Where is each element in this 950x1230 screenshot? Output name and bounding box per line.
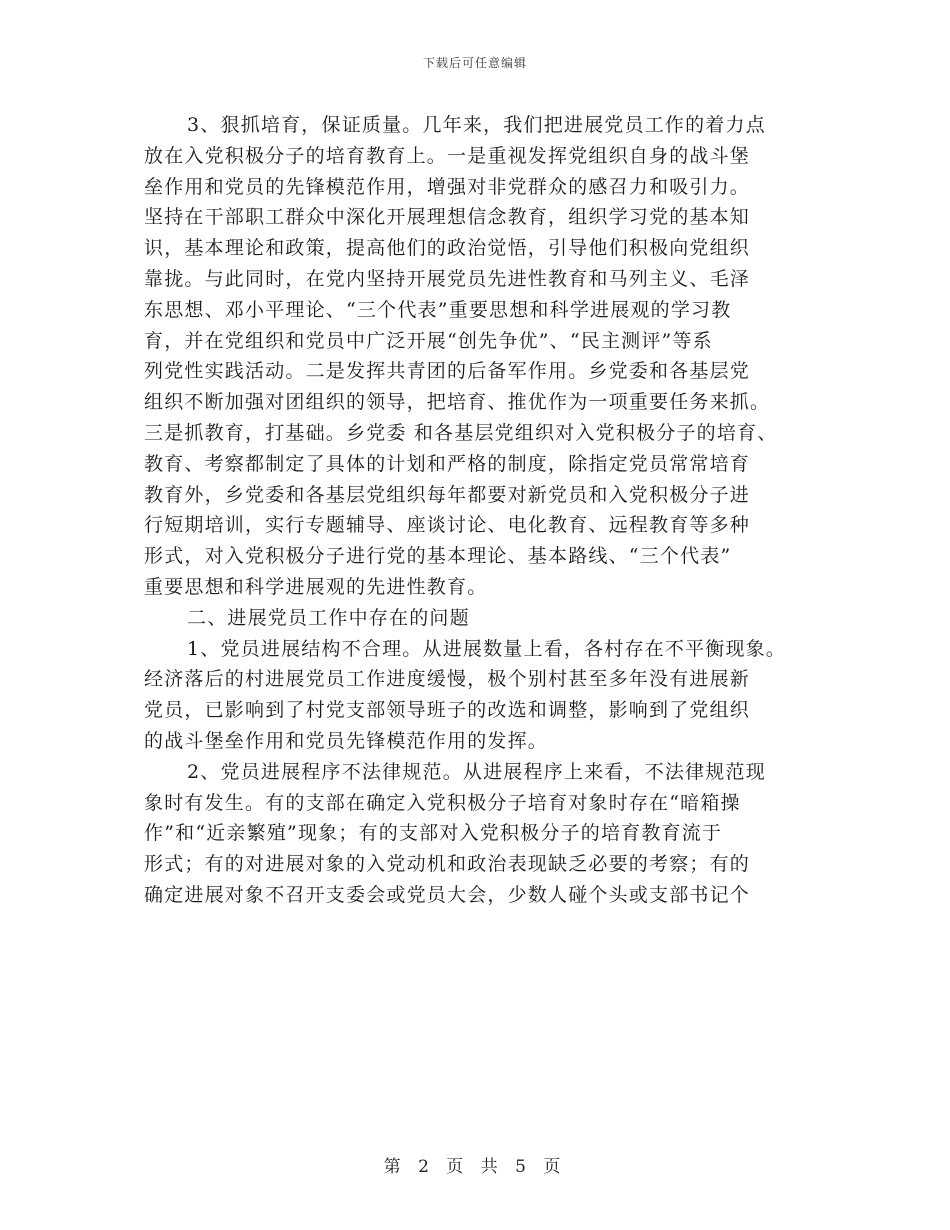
text-line: 靠拢。与此同时，在党内坚持开展党员先进性教育和马列主义、毛泽: [144, 267, 751, 290]
text-line: 1、党员进展结构不合理。从进展数量上看，各村存在不平衡现象。: [187, 637, 787, 660]
text-line: 育，并在党组织和党员中广泛开展“创先争优”、“民主测评”等系: [144, 329, 713, 352]
text-line: 2、党员进展程序不法律规范。从进展程序上来看，不法律规范现: [187, 760, 766, 783]
text-line: 组织不断加强对团组织的领导，把培育、推优作为一项重要任务来抓。: [144, 391, 771, 414]
text-line: 东思想、邓小平理论、“三个代表”重要思想和科学进展观的学习教: [144, 298, 732, 321]
text-line: 3、狠抓培育，保证质量。几年来，我们把进展党员工作的着力点: [187, 114, 766, 136]
text-line: 确定进展对象不召开支委会或党员大会，少数人碰个头或支部书记个: [144, 883, 751, 906]
text-line: 行短期培训，实行专题辅导、座谈讨论、电化教育、远程教育等多种: [144, 514, 751, 537]
text-line: 教育、考察都制定了具体的计划和严格的制度，除指定党员常常培育: [144, 452, 751, 475]
text-line: 识，基本理论和政策，提高他们的政治觉悟，引导他们积极向党组织: [144, 237, 751, 260]
document-body: [144, 110, 864, 911]
text-line: 的战斗堡垒作用和党员先锋模范作用的发挥。: [144, 729, 549, 752]
page-header: 下载后可任意编辑: [422, 56, 527, 70]
text-line: 作”和“近亲繁殖”现象；有的支部对入党积极分子的培育教育流于: [144, 822, 723, 845]
page-footer: 第 2 页 共 5 页: [383, 1157, 567, 1177]
text-line: 垒作用和党员的先锋模范作用，增强对非党群众的感召力和吸引力。: [144, 175, 751, 198]
text-line: 重要思想和科学进展观的先进性教育。: [144, 575, 488, 598]
text-line: 经济落后的村进展党员工作进度缓慢，极个别村甚至多年没有进展新: [144, 668, 751, 691]
text-line: 坚持在干部职工群众中深化开展理想信念教育，组织学习党的基本知: [144, 206, 751, 229]
text-line: 象时有发生。有的支部在确定入党积极分子培育对象时存在“暗箱操: [144, 791, 741, 814]
text-line: 三是抓教育，打基础。乡党委 和各基层党组织对入党积极分子的培育、: [144, 421, 778, 444]
text-line: 党员，已影响到了村党支部领导班子的改选和调整，影响到了党组织: [144, 699, 751, 722]
text-line: 二、进展党员工作中存在的问题: [187, 606, 470, 629]
text-line: 教育外，乡党委和各基层党组织每年都要对新党员和入党积极分子进: [144, 483, 751, 506]
text-line: 形式；有的对进展对象的入党动机和政治表现缺乏必要的考察；有的: [144, 853, 751, 876]
text-line: 放在入党积极分子的培育教育上。一是重视发挥党组织自身的战斗堡: [144, 144, 751, 167]
text-line: 形式，对入党积极分子进行党的基本理论、基本路线、“三个代表”: [144, 545, 732, 568]
text-line: 列党性实践活动。二是发挥共青团的后备军作用。乡党委和各基层党: [144, 360, 751, 383]
